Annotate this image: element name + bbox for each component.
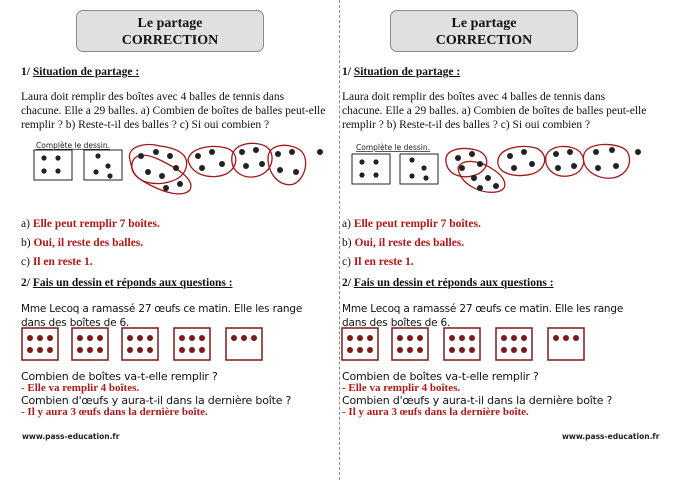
drawing-caption: Complète le dessin. xyxy=(356,143,431,152)
question2: Combien d'œufs y aura-t-il dans la dernière boîte ? xyxy=(342,394,613,407)
worksheet-right xyxy=(340,0,680,480)
section2-heading: 2/ Fais un dessin et réponds aux questions : xyxy=(21,277,233,289)
title-box xyxy=(390,10,578,52)
title-line1: Le partage xyxy=(451,16,517,31)
answer-b: b) Oui, il reste des balles. xyxy=(342,237,465,249)
title-line2: CORRECTION xyxy=(435,33,533,48)
answer-c: c) Il en reste 1. xyxy=(342,256,414,268)
balls-drawing xyxy=(0,138,340,198)
answer1: - Elle va remplir 4 boîtes. xyxy=(342,382,461,394)
section1-problem: Laura doit remplir des boîtes avec 4 balles de tennis dans chacune. Elle a 29 balles. a) Combien de boîtes de balles peut-elle remplir ? b) Reste-t-il des balles ? c) Si oui combien ? xyxy=(21,91,326,131)
section2-heading: 2/ Fais un dessin et réponds aux questions : xyxy=(342,277,554,289)
footer-link[interactable]: www.pass-education.fr xyxy=(562,432,660,441)
section1-heading: 1/ Situation de partage : xyxy=(342,66,461,78)
question2: Combien d'œufs y aura-t-il dans la dernière boîte ? xyxy=(21,394,292,407)
title-line2: CORRECTION xyxy=(121,33,219,48)
question1: Combien de boîtes va-t-elle remplir ? xyxy=(342,370,539,383)
title-line1: Le partage xyxy=(137,16,203,31)
egg-boxes xyxy=(340,320,680,364)
section2-problem: Mme Lecoq a ramassé 27 œufs ce matin. Elle les range dans des boîtes de 6. xyxy=(342,303,624,329)
section1-heading: 1/ Situation de partage : xyxy=(21,66,140,78)
egg-boxes xyxy=(0,320,340,364)
title-box xyxy=(76,10,264,52)
footer-link[interactable]: www.pass-education.fr xyxy=(22,432,120,441)
section1-problem: Laura doit remplir des boîtes avec 4 balles de tennis dans chacune. Elle a 29 balles. a) Combien de boîtes de balles peut-elle remplir ? b) Reste-t-il des balles ? c) Si oui combien ? xyxy=(342,91,647,131)
answer-a: a) Elle peut remplir 7 boîtes. xyxy=(342,218,481,230)
section2-problem: Mme Lecoq a ramassé 27 œufs ce matin. Elle les range dans des boîtes de 6. xyxy=(21,303,303,329)
answer2: - Il y aura 3 œufs dans la dernière boîte. xyxy=(21,406,208,418)
drawing-caption: Complète le dessin. xyxy=(36,141,111,150)
balls-drawing xyxy=(340,138,680,198)
answer-a: a) Elle peut remplir 7 boîtes. xyxy=(21,218,160,230)
answer2: - Il y aura 3 œufs dans la dernière boîte. xyxy=(342,406,529,418)
answer-b: b) Oui, il reste des balles. xyxy=(21,237,144,249)
answer1: - Elle va remplir 4 boîtes. xyxy=(21,382,140,394)
answer-c: c) Il en reste 1. xyxy=(21,256,93,268)
question1: Combien de boîtes va-t-elle remplir ? xyxy=(21,370,218,383)
